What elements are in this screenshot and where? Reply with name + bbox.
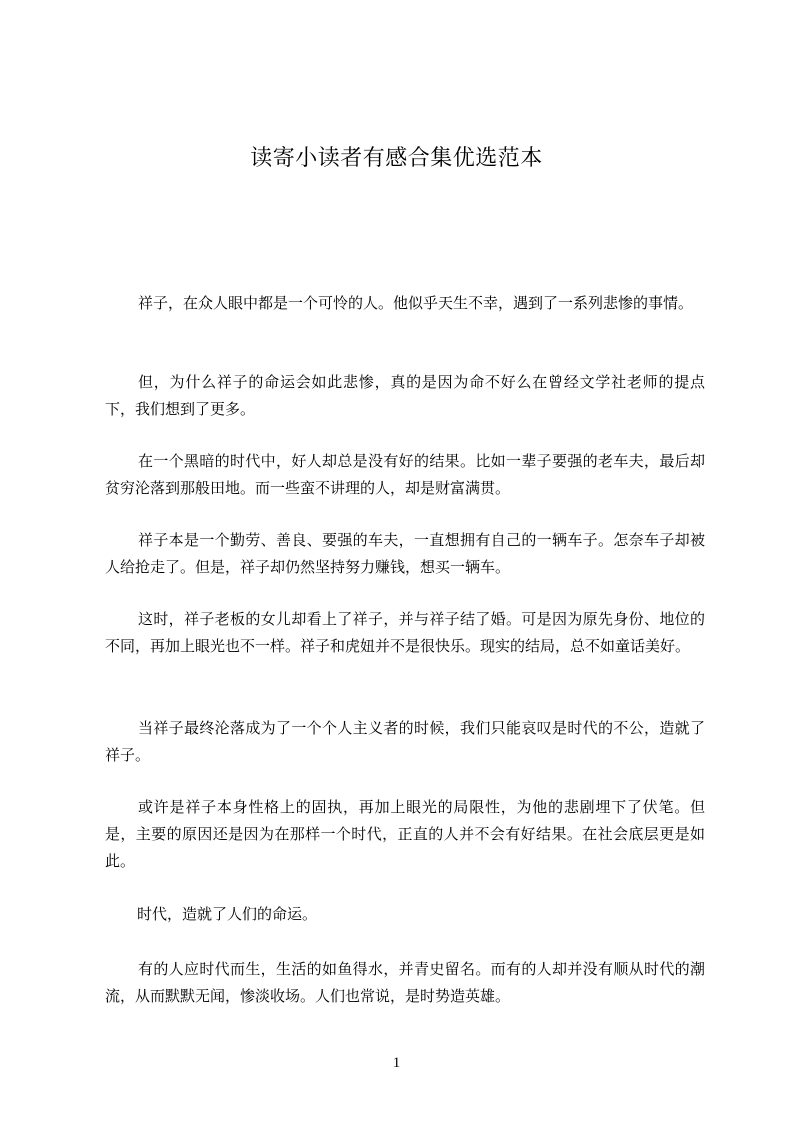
- paragraph-6: 当祥子最终沦落成为了一个个人主义者的时候，我们只能哀叹是时代的不公，造就了祥子。: [105, 719, 705, 764]
- paragraph-8: 时代，造就了人们的命运。: [137, 905, 318, 923]
- paragraph-1: 祥子，在众人眼中都是一个可怜的人。他似乎天生不幸，遇到了一系列悲惨的事情。: [138, 294, 694, 312]
- paragraph-5: 这时，祥子老板的女儿却看上了祥子，并与祥子结了婚。可是因为原先身份、地位的不同，再加上眼光也不一样。祥子和虎妞并不是很快乐。现实的结局，总不如童话美好。: [105, 610, 705, 655]
- page-number: 1: [392, 1055, 401, 1071]
- paragraph-4: 祥子本是一个勤劳、善良、要强的车夫，一直想拥有自己的一辆车子。怎奈车子却被人给抢走了。但是，祥子却仍然坚持努力赚钱，想买一辆车。: [105, 531, 705, 576]
- paragraph-9: 有的人应时代而生，生活的如鱼得水，并青史留名。而有的人却并没有顺从时代的潮流，从而默默无闻，惨淡收场。人们也常说，是时势造英雄。: [105, 960, 705, 1005]
- paragraph-3: 在一个黑暗的时代中，好人却总是没有好的结果。比如一辈子要强的老车夫，最后却贫穷沦落到那般田地。而一些蛮不讲理的人，却是财富满贯。: [105, 452, 705, 497]
- paragraph-7: 或许是祥子本身性格上的固执，再加上眼光的局限性，为他的悲剧埋下了伏笔。但是，主要的原因还是因为在那样一个时代，正直的人并不会有好结果。在社会底层更是如此。: [105, 798, 705, 870]
- paragraph-2: 但，为什么祥子的命运会如此悲惨，真的是因为命不好么在曾经文学社老师的提点下，我们想到了更多。: [105, 373, 705, 418]
- document-title: 读寄小读者有感合集优选范本: [250, 146, 543, 171]
